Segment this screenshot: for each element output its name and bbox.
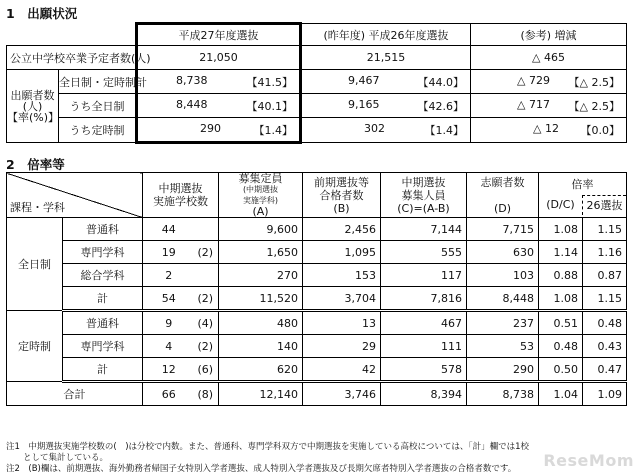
ratio26-cell: 0.47: [583, 358, 627, 382]
total-diff: △ 729 【△ 2.5】: [471, 70, 627, 94]
total-schools: 66: [143, 382, 195, 406]
recruits-cell: 7,816: [381, 287, 467, 311]
applicants-cell: 290: [467, 358, 539, 382]
schools-cell: 4: [143, 335, 195, 358]
total-h27: 8,738 【41.5】: [137, 70, 301, 94]
capacity-cell: 270: [219, 264, 303, 287]
total-capacity: 12,140: [219, 382, 303, 406]
ratio-cell: 0.50: [539, 358, 583, 382]
parttime-diff: △ 12 【0.0】: [471, 118, 627, 143]
branch-cell: (4): [195, 311, 219, 335]
ratio-cell: 0.48: [539, 335, 583, 358]
note-1: 注1 中期選抜実施学校数の( )は分校で内数。また、普通科、専門学科双方で中期選抜を実施している高校については、「計」欄では1校: [6, 442, 530, 452]
graduates-diff: △ 465: [471, 46, 627, 70]
header-ratio: 倍率 (D/C) 26選抜: [539, 173, 627, 218]
graduates-h26: 21,515: [301, 46, 471, 70]
ratio-cell: 1.08: [539, 287, 583, 311]
capacity-cell: 9,600: [219, 218, 303, 241]
schools-cell: 44: [143, 218, 195, 241]
ratio26-cell: 1.15: [583, 287, 627, 311]
graduates-label: 公立中学校卒業予定者数(人): [7, 46, 137, 70]
branch-cell: [195, 264, 219, 287]
ratio-cell: 1.14: [539, 241, 583, 264]
recruits-cell: 7,144: [381, 218, 467, 241]
fulltime-h26: 9,165 【42.6】: [301, 94, 471, 118]
total-applicants: 8,738: [467, 382, 539, 406]
ratio-cell: 0.88: [539, 264, 583, 287]
capacity-cell: 480: [219, 311, 303, 335]
total-ratio26: 1.09: [583, 382, 627, 406]
capacity-cell: 11,520: [219, 287, 303, 311]
applicants-cell: 237: [467, 311, 539, 335]
application-status-table: [6, 22, 627, 144]
row-label-parttime: うち定時制: [59, 118, 137, 143]
branch-cell: (2): [195, 287, 219, 311]
corner-cell: [7, 173, 143, 218]
branch-cell: (6): [195, 358, 219, 382]
row-label-fulltime: うち全日制: [59, 94, 137, 118]
recruits-cell: 117: [381, 264, 467, 287]
fulltime-h27: 8,448 【40.1】: [137, 94, 301, 118]
capacity-cell: 140: [219, 335, 303, 358]
group-fulltime: 全日制: [7, 218, 63, 311]
header-passed: 前期選抜等 合格者数 (B): [303, 173, 381, 218]
applicants-cell: 7,715: [467, 218, 539, 241]
applicants-cell: 103: [467, 264, 539, 287]
ratio26-cell: 1.16: [583, 241, 627, 264]
schools-cell: 19: [143, 241, 195, 264]
total-passed: 3,746: [303, 382, 381, 406]
capacity-cell: 1,650: [219, 241, 303, 264]
ratio26-cell: 1.15: [583, 218, 627, 241]
passed-cell: 13: [303, 311, 381, 335]
row-label-total: 全日制・定時制計: [59, 70, 137, 94]
recruits-cell: 111: [381, 335, 467, 358]
header-h27: 平成27年度選抜: [137, 24, 301, 46]
branch-cell: (2): [195, 335, 219, 358]
schools-cell: 54: [143, 287, 195, 311]
dept-cell: 総合学科: [63, 264, 143, 287]
passed-cell: 2,456: [303, 218, 381, 241]
passed-cell: 1,095: [303, 241, 381, 264]
schools-cell: 9: [143, 311, 195, 335]
recruits-cell: 467: [381, 311, 467, 335]
dept-cell: 普通科: [63, 218, 143, 241]
ratio-cell: 1.08: [539, 218, 583, 241]
fulltime-diff: △ 717 【△ 2.5】: [471, 94, 627, 118]
recruits-cell: 578: [381, 358, 467, 382]
ratio26-cell: 0.43: [583, 335, 627, 358]
dept-cell: 計: [63, 358, 143, 382]
applicants-cell: 53: [467, 335, 539, 358]
capacity-cell: 620: [219, 358, 303, 382]
passed-cell: 29: [303, 335, 381, 358]
header-capacity: 募集定員 (中期選抜 実施学科) (A): [219, 173, 303, 218]
group-parttime: 定時制: [7, 311, 63, 382]
applicants-cell: 8,448: [467, 287, 539, 311]
dept-cell: 専門学科: [63, 241, 143, 264]
section2-title: 2 倍率等: [6, 157, 65, 172]
total-h26: 9,467 【44.0】: [301, 70, 471, 94]
passed-cell: 153: [303, 264, 381, 287]
header-recruits: 中期選抜 募集人員 (C)=(A-B): [381, 173, 467, 218]
note-2: 注2 (B)欄は、前期選抜、海外勤務者帰国子女特別入学者選抜、成人特別入学者選抜及び長期欠席者特別入学者選抜の合格者数です。: [6, 464, 517, 474]
watermark-logo: ReseMom: [543, 451, 634, 470]
schools-cell: 12: [143, 358, 195, 382]
recruits-cell: 555: [381, 241, 467, 264]
corner-label: 課程・学科: [10, 201, 65, 214]
dept-cell: 専門学科: [63, 335, 143, 358]
section1-title: 1 出願状況: [6, 6, 78, 21]
note-1-cont: として集計している。: [6, 453, 109, 463]
parttime-h26: 302 【1.4】: [301, 118, 471, 143]
header-diff: (参考) 増減: [471, 24, 627, 46]
header-applicants: 志願者数 (D): [467, 173, 539, 218]
ratio-cell: 0.51: [539, 311, 583, 335]
branch-cell: [195, 218, 219, 241]
ratio26-cell: 0.48: [583, 311, 627, 335]
header-h26: (昨年度) 平成26年度選抜: [301, 24, 471, 46]
ratio26-cell: 0.87: [583, 264, 627, 287]
parttime-h27: 290 【1.4】: [137, 118, 301, 143]
applicants-cell: 630: [467, 241, 539, 264]
header-schools: 中期選抜 実施学校数: [143, 173, 219, 218]
total-ratio: 1.04: [539, 382, 583, 406]
schools-cell: 2: [143, 264, 195, 287]
total-label: 合計: [7, 382, 143, 406]
passed-cell: 42: [303, 358, 381, 382]
branch-cell: (2): [195, 241, 219, 264]
ratio-table: [6, 172, 627, 406]
total-branch: (8): [195, 382, 219, 406]
dept-cell: 計: [63, 287, 143, 311]
dept-cell: 普通科: [63, 311, 143, 335]
passed-cell: 3,704: [303, 287, 381, 311]
total-recruits: 8,394: [381, 382, 467, 406]
graduates-h27: 21,050: [137, 46, 301, 70]
applicants-label: 出願者数 (人) 【率(%)】: [7, 70, 59, 143]
